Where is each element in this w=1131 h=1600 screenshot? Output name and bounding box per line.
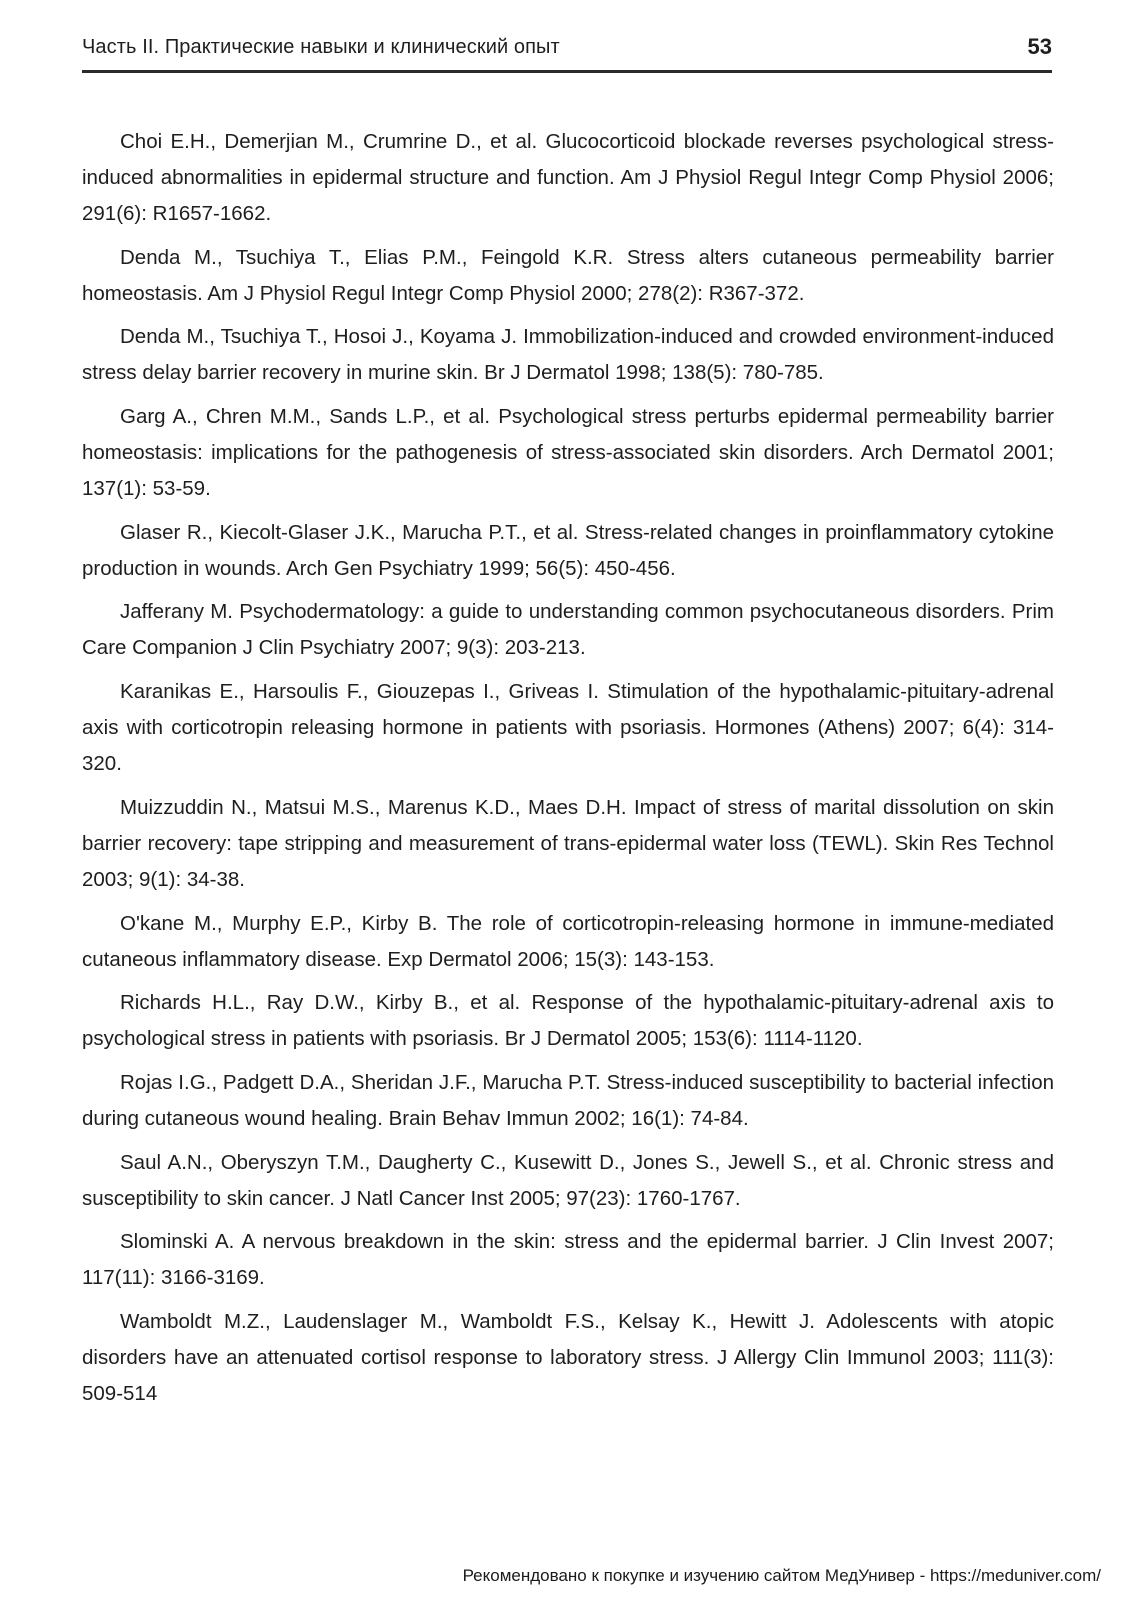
reference-authors: Richards H.L., Ray D.W., Kirby B., et al. (120, 991, 532, 1015)
reference-item (82, 906, 1054, 978)
reference-authors: Choi E.H., Demerjian M., Crumrine D., et al. (120, 130, 546, 153)
reference-item (82, 319, 1054, 391)
reference-text: Response of the hypothalamic-pituitary-adrenal axis to psychological stress in patients with psoriasis. Br J Dermatol 2005; 153(6): 1114-1120. (82, 991, 1055, 1051)
reference-item (82, 124, 1054, 232)
reference-text: Stress alters cutaneous permeability barrier homeostasis. Am J Physiol Regul Integr Comp Physiol 2000; 278(2): R367-372. (82, 245, 1054, 305)
footer-credit: Рекомендовано к покупке и изучению сайтом МедУнивер - https://meduniver.com/ (462, 1566, 1101, 1585)
reference-authors: Karanikas E., Harsoulis F., Giouzepas I., Griveas I. (120, 680, 608, 704)
reference-authors: O'kane M., Murphy E.P., Kirby B. (120, 911, 447, 935)
reference-item (82, 674, 1054, 782)
reference-authors: Denda M., Tsuchiya T., Elias P.M., Feingold K.R. (120, 245, 627, 269)
reference-text: Stress-induced susceptibility to bacterial infection during cutaneous wound healing. Brain Behav Immun 2002; 16(1): 74-84. (82, 1070, 1054, 1130)
reference-authors: Jafferany M. (120, 600, 240, 624)
reference-authors: Muizzuddin N., Matsui M.S., Marenus K.D., Maes D.H. (120, 795, 634, 819)
reference-text: Chronic stress and susceptibility to skin cancer. J Natl Cancer Inst 2005; 97(23): 1760-1767. (82, 1150, 1054, 1210)
reference-item (82, 240, 1054, 312)
reference-authors: Glaser R., Kiecolt-Glaser J.K., Marucha P.T., et al. (120, 520, 585, 544)
reference-text: The role of corticotropin-releasing hormone in immune-mediated cutaneous inflammatory disease. Exp Dermatol 2006; 15(3): 143-153. (82, 911, 1055, 971)
reference-text: Psychodermatology: a guide to understanding common psychocutaneous disorders. Prim Care Companion J Clin Psychiatry 2007; 9(3): 203-213. (82, 600, 1054, 660)
reference-authors: Slominski A. (120, 1230, 242, 1254)
page-number: 53 (1027, 34, 1052, 59)
reference-text: Stimulation of the hypothalamic-pituitary-adrenal axis with corticotropin releasing hormone in patients with psoriasis. Hormones (Athens) 2007; 6(4): 314-320. (82, 680, 1054, 776)
reference-item (82, 515, 1054, 587)
reference-authors: Saul A.N., Oberyszyn T.M., Daugherty C., Kusewitt D., Jones S., Jewell S., et al. (120, 1150, 880, 1174)
reference-text: Adolescents with atopic disorders have an attenuated cortisol response to laboratory stress. J Allergy Clin Immunol 2003; 111(3): 509-514 (82, 1309, 1054, 1405)
reference-text: Stress-related changes in proinflammatory cytokine production in wounds. Arch Gen Psychiatry 1999; 56(5): 450-456. (82, 520, 1054, 580)
reference-text: Psychological stress perturbs epidermal permeability barrier homeostasis: implications for the pathogenesis of stress-associated skin disorders. Arch Dermatol 2001; 137(1): 53-59. (82, 405, 1054, 501)
running-title: Часть II. Практические навыки и клинический опыт (82, 36, 560, 58)
reference-item (82, 1065, 1054, 1137)
reference-item (82, 1224, 1054, 1296)
reference-list (82, 124, 1054, 1420)
reference-authors: Wamboldt M.Z., Laudenslager M., Wamboldt F.S., Kelsay K., Hewitt J. (120, 1309, 827, 1333)
reference-item (82, 594, 1054, 666)
page-header (82, 30, 1052, 73)
reference-text: A nervous breakdown in the skin: stress and the epidermal barrier. J Clin Invest 2007; 117(11): 3166-3169. (82, 1230, 1055, 1290)
reference-item (82, 1304, 1054, 1412)
reference-item (82, 790, 1054, 898)
reference-item (82, 985, 1054, 1057)
reference-text: Glucocorticoid blockade reverses psychological stress-induced abnormalities in epidermal structure and function. Am J Physiol Regul Integr Comp Physiol 2006; 291(6): R1657-1662. (82, 130, 1054, 225)
reference-text: Immobilization-induced and crowded environment-induced stress delay barrier recovery in murine skin. Br J Dermatol 1998; 138(5): 780-785. (82, 325, 1054, 385)
reference-item (82, 1145, 1054, 1217)
reference-authors: Rojas I.G., Padgett D.A., Sheridan J.F., Marucha P.T. (120, 1070, 607, 1094)
reference-text: Impact of stress of marital dissolution on skin barrier recovery: tape stripping and measurement of trans-epidermal water loss (TEWL). Skin Res Technol 2003; 9(1): 34-38. (82, 795, 1054, 891)
reference-authors: Denda M., Tsuchiya T., Hosoi J., Koyama J. (120, 325, 524, 349)
reference-authors: Garg A., Chren M.M., Sands L.P., et al. (120, 405, 499, 429)
reference-item (82, 399, 1054, 507)
